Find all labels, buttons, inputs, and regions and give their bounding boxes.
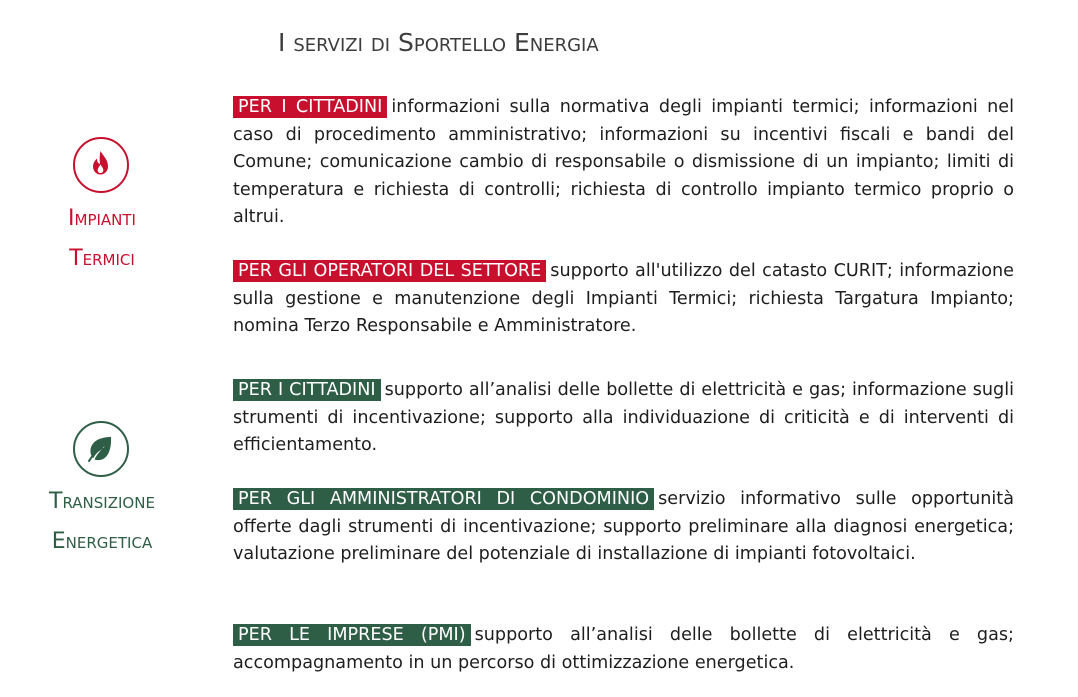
impianti-label-line1: Impianti — [68, 206, 136, 231]
tag-per-le-imprese: PER LE IMPRESE (PMI) — [233, 624, 471, 646]
transizione-energetica-label — [2, 482, 202, 562]
service-item-impianti-operatori — [233, 258, 1014, 341]
service-item-transizione-cittadini — [233, 377, 1014, 460]
flame-icon — [73, 137, 129, 193]
leaf-icon — [73, 421, 129, 477]
service-item-transizione-amministratori — [233, 486, 1014, 569]
transizione-label-line1: Transizione — [49, 489, 155, 514]
transizione-label-line2: Energetica — [51, 529, 153, 554]
service-description: supporto all’analisi delle bollette di elettricità e gas; informazione sugli strumenti di incentivazione; supporto alla individuazione di criticità e di interventi di efficientamento. — [233, 380, 1014, 455]
service-description: supporto all'utilizzo del catasto CURIT; informazione sulla gestione e manutenzione degli Impianti Termici; richiesta Targatura Impianto; nomina Terzo Responsabile e Amministratore. — [233, 261, 1014, 336]
tag-per-gli-amministratori: PER GLI AMMINISTRATORI DI CONDOMINIO — [233, 488, 654, 510]
tag-per-i-cittadini: PER I CITTADINI — [233, 96, 387, 118]
service-description: informazioni sulla normativa degli impianti termici; informazioni nel caso di procedimento amministrativo; informazioni su incentivi fiscali e bandi del Comune; comunicazione cambio di responsabile o dismissione di un impianto; limiti di temperatura e richiesta di controlli; richiesta di controllo impianto termico proprio o altrui. — [233, 97, 1014, 227]
tag-per-gli-operatori: PER GLI OPERATORI DEL SETTORE — [233, 260, 546, 282]
service-item-impianti-cittadini — [233, 94, 1014, 232]
page-title: I servizi di Sportello Energia — [278, 28, 599, 57]
tag-per-i-cittadini: PER I CITTADINI — [233, 379, 381, 401]
impianti-label-line2: Termici — [69, 246, 135, 271]
service-description: supporto all’analisi delle bollette di elettricità e gas; accompagnamento in un percorso di ottimizzazione energetica. — [233, 625, 1014, 673]
impianti-termici-label — [2, 199, 202, 279]
service-item-transizione-imprese — [233, 622, 1014, 677]
service-description: servizio informativo sulle opportunità offerte dagli strumenti di incentivazione; supporto preliminare alla diagnosi energetica; valutazione preliminare del potenziale di installazione di impianti fotovoltaici. — [233, 489, 1014, 564]
